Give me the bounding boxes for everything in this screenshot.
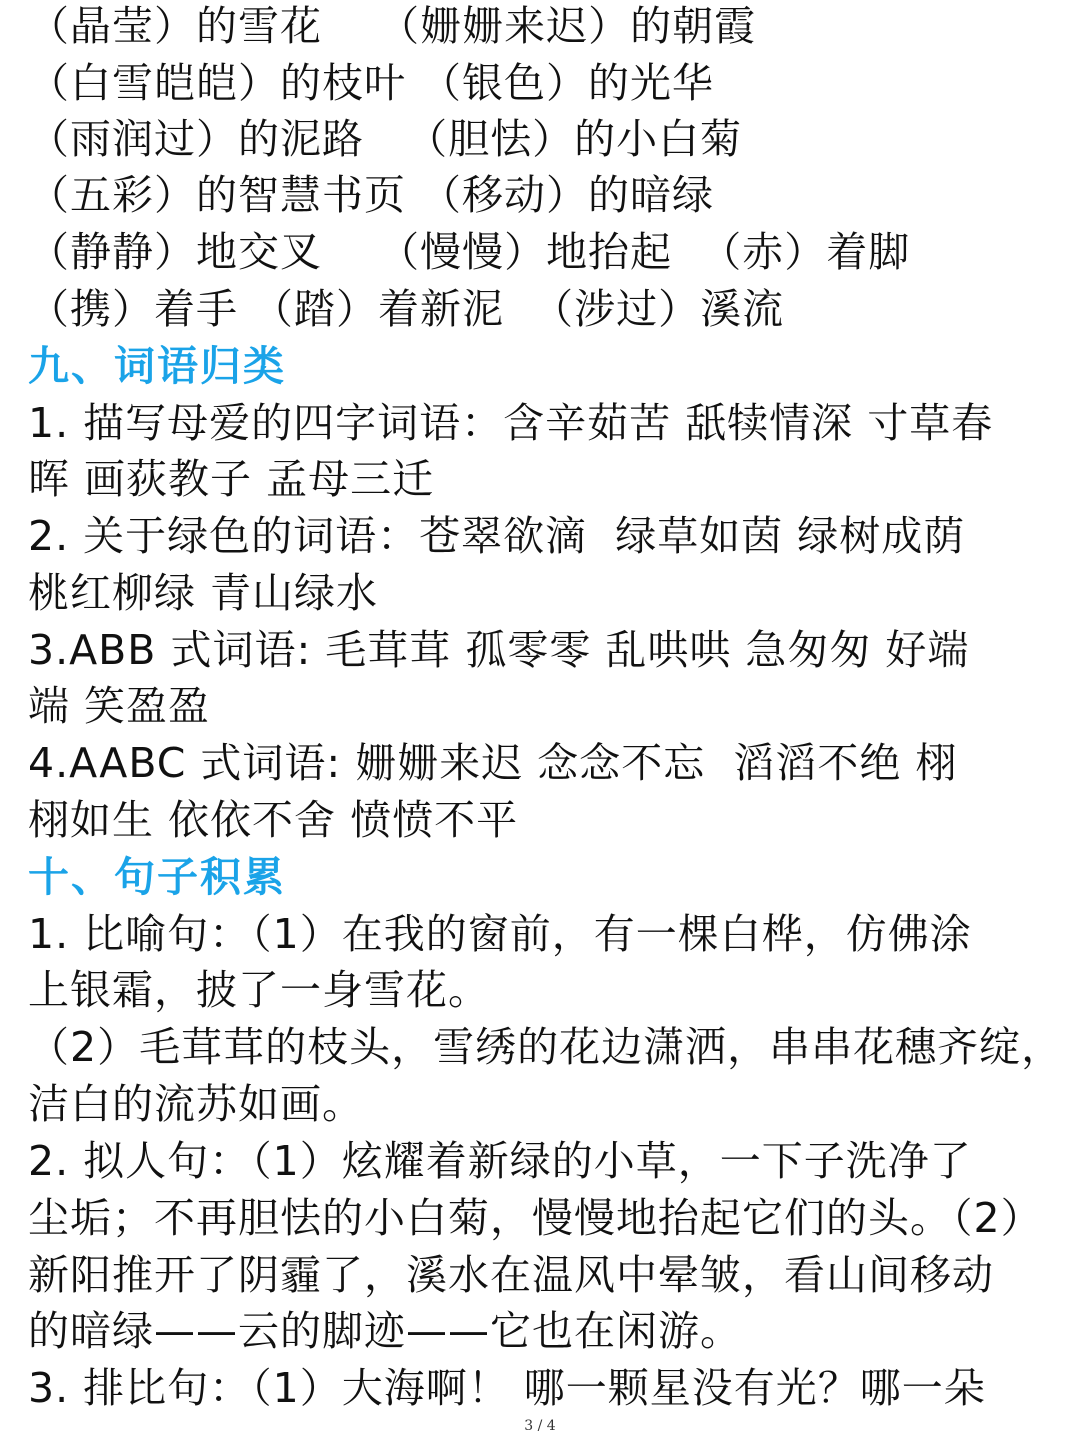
text-line: 的暗绿——云的脚迹——它也在闲游。 [28,1307,742,1355]
section-heading-word-classification: 九、词语归类 [28,342,286,390]
phrase-line: （雨润过）的泥路 （胆怯）的小白菊 [28,115,743,163]
phrase-line: （五彩）的智慧书页 （移动）的暗绿 [28,171,715,219]
text-line: 1. 比喻句：（1）在我的窗前，有一棵白桦，仿佛涂 [28,910,972,958]
text-line: 桃红柳绿 青山绿水 [28,569,379,617]
phrase-line: （晶莹）的雪花 （姗姗来迟）的朝霞 [28,2,757,50]
text-line: 1. 描写母爱的四字词语：含辛茹苦 舐犊情深 寸草春 [28,399,994,447]
text-line: 端 笑盈盈 [28,682,211,730]
phrase-line: （白雪皑皑）的枝叶 （银色）的光华 [28,59,715,107]
text-line: 2. 关于绿色的词语：苍翠欲滴 绿草如茵 绿树成荫 [28,512,966,560]
text-line: （2）毛茸茸的枝头，雪绣的花边潇洒，串串花穗齐绽， [28,1023,1064,1071]
phrase-line: （携）着手 （踏）着新泥 （涉过）溪流 [28,285,785,333]
text-line: 2. 拟人句：（1）炫耀着新绿的小草，一下子洗净了 [28,1137,972,1185]
text-line: 晖 画荻教子 孟母三迁 [28,455,435,503]
section-heading-sentence-accumulation: 十、句子积累 [28,853,286,901]
text-line: 尘垢；不再胆怯的小白菊，慢慢地抬起它们的头。（2） [28,1194,1043,1242]
text-line: 上银霜，披了一身雪花。 [28,966,490,1014]
phrase-line: （静静）地交叉 （慢慢）地抬起 （赤）着脚 [28,228,911,276]
text-line: 洁白的流苏如画。 [28,1080,364,1128]
text-line: 新阳推开了阴霾了，溪水在温风中晕皱，看山间移动 [28,1251,994,1299]
page-number: 3 / 4 [524,1418,556,1434]
text-line: 3. 排比句：（1）大海啊！ 哪一颗星没有光？哪一朵 [28,1364,986,1412]
text-line: 3.ABB 式词语: 毛茸茸 孤零零 乱哄哄 急匆匆 好端 [28,626,970,674]
text-line: 4.AABC 式词语: 姗姗来迟 念念不忘 滔滔不绝 栩 [28,739,958,787]
text-line: 栩如生 依依不舍 愤愤不平 [28,796,519,844]
